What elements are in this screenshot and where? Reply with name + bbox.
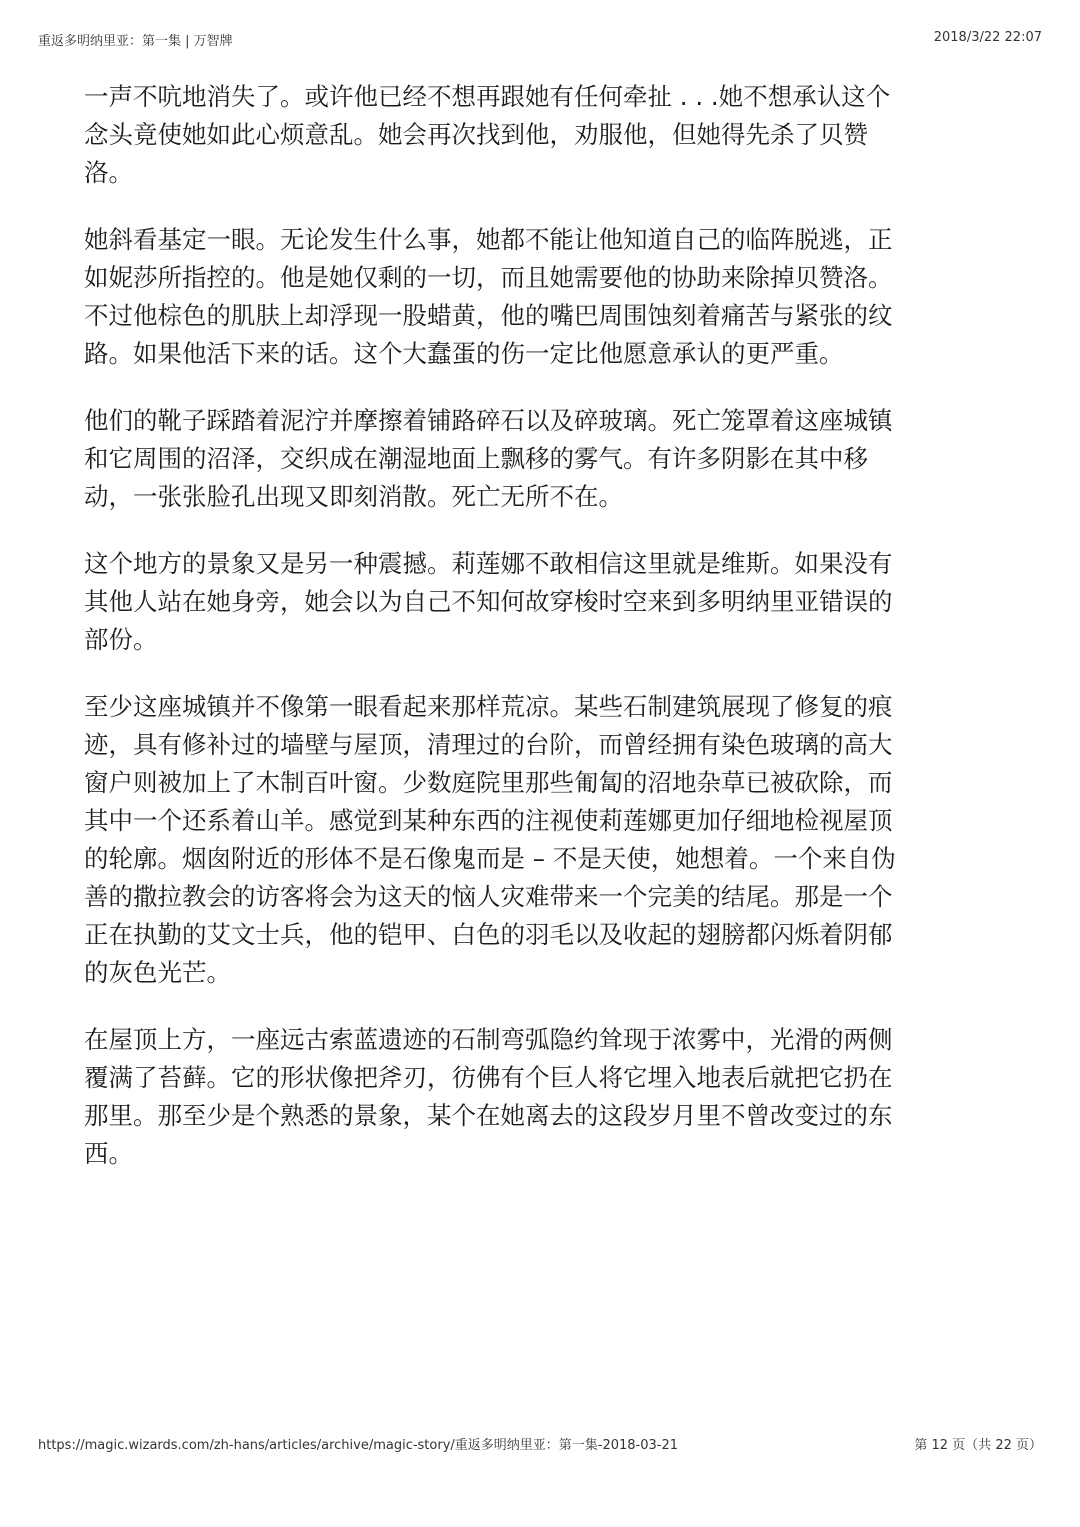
page-title: 重返多明纳里亚：第一集 | 万智牌 — [38, 34, 233, 49]
print-footer — [38, 1434, 1042, 1454]
paragraph: 至少这座城镇并不像第一眼看起来那样荒凉。某些石制建筑展现了修复的痕 迹，具有修补过的墙壁与屋顶，清理过的台阶，而曾经拥有染色玻璃的高大 窗户则被加上了木制百叶窗。少数庭院里那些匍匐的沼地杂草已被砍除，而 其中一个还系着山羊。感觉到某种东西的注视使莉莲娜更加仔细地检视屋顶 的轮廓。烟囱附近的形体不是石像鬼而是 – 不是天使，她想着。一个来自伪 善的撒拉教会的访客将会为这天的恼人灾难带来一个完美的结尾。那是一个 正在执勤的艾文士兵，他的铠甲、白色的羽毛以及收起的翅膀都闪烁着阴郁 的灰色光芒。 — [84, 692, 896, 987]
article-body — [84, 78, 1004, 1202]
paragraph: 在屋顶上方，一座远古索蓝遗迹的石制弯弧隐约耸现于浓雾中，光滑的两侧 覆满了苔藓。它的形状像把斧刃，彷佛有个巨人将它埋入地表后就把它扔在 那里。那至少是个熟悉的景象，某个在她离去的这段岁月里不曾改变过的东 西。 — [84, 1025, 893, 1168]
print-datetime: 2018/3/22 22:07 — [933, 30, 1042, 45]
paragraph: 她斜看基定一眼。无论发生什么事，她都不能让他知道自己的临阵脱逃，正 如妮莎所指控的。他是她仅剩的一切，而且她需要他的协助来除掉贝赞洛。 不过他棕色的肌肤上却浮现一股蜡黄，他的嘴巴周围蚀刻着痛苦与紧张的纹 路。如果他活下来的话。这个大蠢蛋的伤一定比他愿意承认的更严重。 — [84, 225, 893, 368]
page-number: 第 12 页（共 22 页） — [914, 1438, 1042, 1453]
paragraph: 他们的靴子踩踏着泥泞并摩擦着铺路碎石以及碎玻璃。死亡笼罩着这座城镇 和它周围的沼泽，交织成在潮湿地面上飘移的雾气。有许多阴影在其中移 动，一张张脸孔出现又即刻消散。死亡无所不在。 — [84, 406, 893, 511]
paragraph: 这个地方的景象又是另一种震撼。莉莲娜不敢相信这里就是维斯。如果没有 其他人站在她身旁，她会以为自己不知何故穿梭时空来到多明纳里亚错误的 部份。 — [84, 549, 893, 654]
page-url: https://magic.wizards.com/zh-hans/articles/archive/magic-story/重返多明纳里亚：第一集-2018-03-21 — [38, 1438, 679, 1453]
print-header — [38, 30, 1042, 50]
paragraph: 一声不吭地消失了。或许他已经不想再跟她有任何牵扯 . . .她不想承认这个 念头竟使她如此心烦意乱。她会再次找到他，劝服他，但她得先杀了贝赞 洛。 — [84, 82, 891, 187]
